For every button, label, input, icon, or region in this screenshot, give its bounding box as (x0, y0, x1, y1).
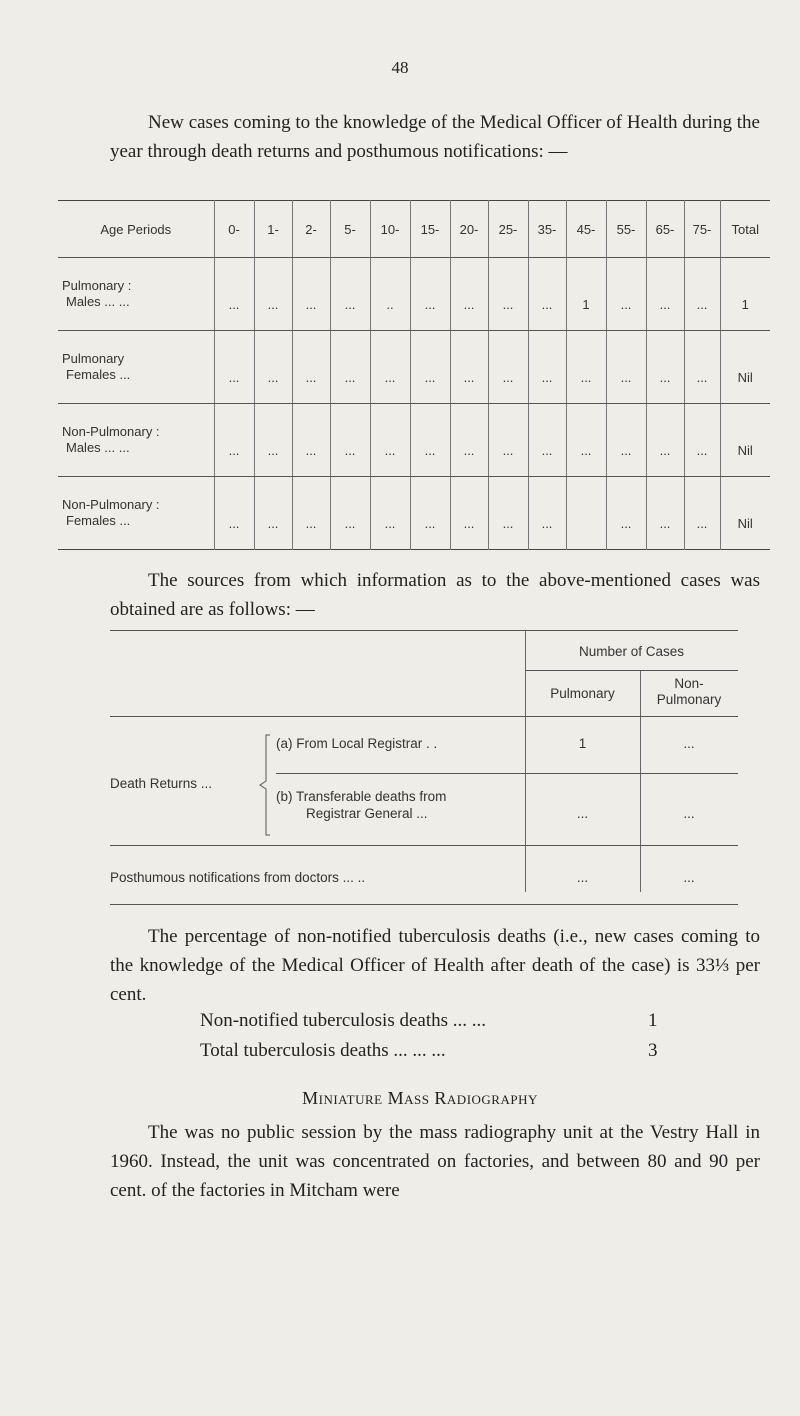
row-label: Non-Pulmonary : Males ... ... (58, 404, 214, 477)
row-label: Pulmonary Females ... (58, 331, 214, 404)
table-cell: ... (254, 258, 292, 331)
row-a-label: (a) From Local Registrar . . (276, 736, 438, 751)
total-header: Total (720, 201, 770, 258)
posthumous-pulmonary: ... (576, 870, 589, 885)
period-header: 25- (488, 201, 528, 258)
table-cell: ... (488, 404, 528, 477)
table-cell: ... (292, 331, 330, 404)
posthumous-non-pulmonary: ... (683, 870, 695, 885)
period-header: 5- (330, 201, 370, 258)
table-cell: ... (528, 331, 566, 404)
table-cell: ... (330, 404, 370, 477)
table-cell: ... (566, 331, 606, 404)
table-cell: ... (330, 331, 370, 404)
row-total: 1 (720, 258, 770, 331)
table-cell: ... (646, 331, 684, 404)
table-cell: ... (292, 258, 330, 331)
row-label: Non-Pulmonary : Females ... (62, 497, 160, 528)
row-b-label: (b) Transferable deaths from Registrar General ... (276, 789, 447, 821)
table-cell: ... (606, 258, 646, 331)
period-header: 20- (450, 201, 488, 258)
table-row (58, 404, 770, 477)
table-cell: ... (488, 258, 528, 331)
table-rule (110, 845, 738, 846)
table-cell: ... (330, 258, 370, 331)
table-cell: ... (450, 331, 488, 404)
table-cell: ... (410, 404, 450, 477)
period-header: 15- (410, 201, 450, 258)
table-cell: ... (646, 258, 684, 331)
table-cell: ... (606, 331, 646, 404)
total-deaths-value: 3 (648, 1040, 658, 1061)
table-row (58, 258, 770, 331)
table-rule (276, 773, 738, 774)
period-header: 65- (646, 201, 684, 258)
period-header: 55- (606, 201, 646, 258)
table-rule (110, 630, 738, 631)
age-table-header-row (58, 201, 770, 258)
row-a-non-pulmonary: ... (683, 736, 695, 751)
table-cell: ... (450, 258, 488, 331)
row-label: Pulmonary : Males ... ... (58, 258, 214, 331)
table-cell: ... (292, 477, 330, 550)
table-cell: ... (214, 331, 254, 404)
non-pulmonary-header: Non- Pulmonary (656, 676, 722, 707)
table-cell: ... (450, 404, 488, 477)
row-total: Nil (720, 477, 770, 550)
table-row (58, 331, 770, 404)
table-rule (525, 670, 738, 671)
intro-paragraph: New cases coming to the knowledge of the Medical Officer of Health during the year through death returns and posthumous notifications: — (110, 112, 760, 162)
table-cell: ... (684, 331, 720, 404)
table-cell: ... (646, 404, 684, 477)
age-periods-table (58, 200, 770, 550)
table-rule (110, 716, 738, 717)
posthumous-label: Posthumous notifications from doctors ... .. (110, 870, 366, 885)
sources-table (110, 630, 738, 905)
table-cell: ... (566, 404, 606, 477)
closing-paragraph: The was no public session by the mass radiography unit at the Vestry Hall in 1960. Instead, the unit was concentrated on factories, and between 80 and 90 per cent. of the factories in Mitcham were (110, 1122, 760, 1201)
row-total: Nil (720, 404, 770, 477)
table-cell: ... (684, 477, 720, 550)
death-returns-label: Death Returns ... (110, 776, 213, 791)
pulmonary-header: Pulmonary (550, 686, 615, 701)
period-header: 2- (292, 201, 330, 258)
table-cell: 1 (566, 258, 606, 331)
table-cell: ... (370, 404, 410, 477)
table-cell: ... (214, 258, 254, 331)
period-header: 10- (370, 201, 410, 258)
section-heading: Miniature Mass Radiography (302, 1088, 538, 1108)
period-header: 35- (528, 201, 566, 258)
table-cell: ... (330, 477, 370, 550)
row-a-pulmonary: 1 (578, 736, 587, 751)
age-periods-header: Age Periods (58, 201, 214, 258)
number-of-cases-header: Number of Cases (578, 644, 685, 659)
non-notified-value: 1 (648, 1010, 658, 1031)
table-cell: ... (254, 331, 292, 404)
period-header: 45- (566, 201, 606, 258)
row-total: Nil (720, 331, 770, 404)
table-cell: ... (254, 404, 292, 477)
table-cell: ... (450, 477, 488, 550)
row-b-pulmonary: ... (576, 806, 589, 821)
table-cell: ... (254, 477, 292, 550)
table-cell (566, 477, 606, 550)
table-cell: .. (370, 258, 410, 331)
table-cell: ... (410, 331, 450, 404)
table-cell: ... (528, 404, 566, 477)
table-cell: ... (488, 477, 528, 550)
table-cell: ... (646, 477, 684, 550)
table-cell: ... (684, 258, 720, 331)
table-cell: ... (292, 404, 330, 477)
table-rule (110, 904, 738, 905)
non-notified-label: Non-notified tuberculosis deaths ... ... (200, 1010, 487, 1031)
brace-icon (258, 733, 272, 837)
table-cell: ... (370, 331, 410, 404)
table-cell: ... (370, 477, 410, 550)
table-cell: ... (410, 258, 450, 331)
table-cell: ... (684, 404, 720, 477)
table-cell: ... (410, 477, 450, 550)
period-header: 0- (214, 201, 254, 258)
percentage-paragraph: The percentage of non-notified tuberculosis deaths (i.e., new cases coming to the knowledge of the Medical Officer of Health after death of the case) is 33⅓ per cent. (110, 926, 760, 1005)
period-header: 75- (684, 201, 720, 258)
table-cell: ... (528, 258, 566, 331)
page-number: 48 (391, 58, 409, 77)
total-deaths-label: Total tuberculosis deaths ... ... ... (200, 1040, 446, 1061)
table-cell: ... (606, 404, 646, 477)
table-cell: ... (214, 404, 254, 477)
period-header: 1- (254, 201, 292, 258)
table-row (58, 477, 770, 550)
table-cell: ... (488, 331, 528, 404)
table-cell: ... (214, 477, 254, 550)
table-cell: ... (528, 477, 566, 550)
sources-intro: The sources from which information as to the above-mentioned cases was obtained are as follows: — (110, 570, 760, 620)
row-b-non-pulmonary: ... (683, 806, 695, 821)
table-cell: ... (606, 477, 646, 550)
